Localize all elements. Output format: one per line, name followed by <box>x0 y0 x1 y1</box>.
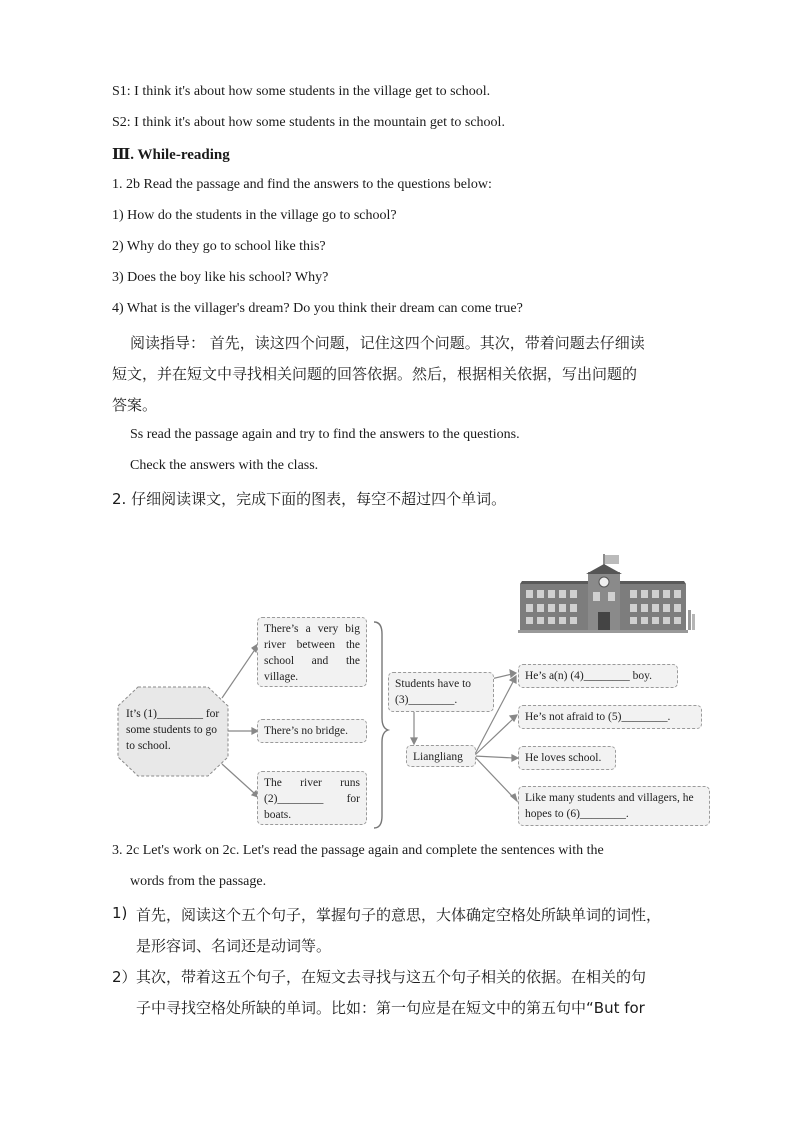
section-title: Ⅲ. While-reading <box>112 147 230 163</box>
arrow-to-reason-1 <box>222 648 256 698</box>
result-box: Students have to (3)________. <box>388 672 494 712</box>
intro-s1: S1: I think it's about how some students in the village get to school. <box>112 84 491 99</box>
step-2: Check the answers with the class. <box>130 458 319 473</box>
question-1: 1) How do the students in the village go to school? <box>112 208 397 223</box>
fact-box-2: He’s not afraid to (5)________. <box>518 705 702 729</box>
task3-item-1-line2: 是形容词、名词还是动词等。 <box>136 937 332 955</box>
task3-item-1-label: 1) <box>112 904 128 922</box>
task3-item-2-label: 2） <box>112 968 137 986</box>
fact-box-4: Like many students and villagers, he hopes to (6)________. <box>518 786 710 826</box>
arrow-ll-fact-4 <box>474 756 514 798</box>
reading-guide-line-1: 阅读指导： 首先，读这四个问题，记住这四个问题。其次，带着问题去仔细读 <box>130 334 645 352</box>
arrow-ll-fact-3 <box>474 756 514 758</box>
reason-box-1: There’s a very big river between the school and the village. <box>257 617 367 687</box>
task3-item-2-line1: 其次，带着这五个句子，在短文去寻找与这五个句子相关的依据。在相关的句 <box>136 968 647 986</box>
task3-item-2-line2: 子中寻找空格处所缺的单词。比如：第一句应是在短文中的第五句中“But for <box>136 999 645 1017</box>
person-box: Liangliang <box>406 745 476 767</box>
fact-box-3: He loves school. <box>518 746 616 770</box>
question-2: 2) Why do they go to school like this? <box>112 239 326 254</box>
reading-diagram <box>112 548 722 833</box>
center-text: It’s (1)________ for some students to go to school. <box>126 708 220 752</box>
reading-guide-line-2: 短文，并在短文中寻找相关问题的回答依据。然后，根据相关依据，写出问题的 <box>112 365 638 383</box>
intro-s2: S2: I think it's about how some students in the mountain get to school. <box>112 115 505 130</box>
task2-heading: 2. 仔细阅读课文，完成下面的图表，每空不超过四个单词。 <box>112 490 507 508</box>
reason-box-3: The river runs (2)________ for boats. <box>257 771 367 825</box>
question-3: 3) Does the boy like his school? Why? <box>112 270 329 285</box>
arrow-ll-fact-2 <box>474 718 514 756</box>
task3-heading-cont: words from the passage. <box>130 874 267 889</box>
step-1: Ss read the passage again and try to find the answers to the questions. <box>130 427 520 442</box>
fact-box-1: He’s a(n) (4)________ boy. <box>518 664 678 688</box>
arrow-to-reason-3 <box>222 764 254 793</box>
task1-heading: 1. 2b Read the passage and find the answers to the questions below: <box>112 177 492 192</box>
question-4: 4) What is the villager's dream? Do you think their dream can come true? <box>112 301 523 316</box>
curly-brace <box>374 622 388 828</box>
school-building-icon <box>518 554 695 633</box>
reading-guide-line-3: 答案。 <box>112 396 158 414</box>
reason-box-2: There’s no bridge. <box>257 719 367 743</box>
task3-heading: 3. 2c Let's work on 2c. Let's read the passage again and complete the sentences with the <box>112 843 604 858</box>
task3-item-1-line1: 首先，阅读这个五个句子，掌握句子的意思，大体确定空格处所缺单词的词性， <box>136 906 662 924</box>
